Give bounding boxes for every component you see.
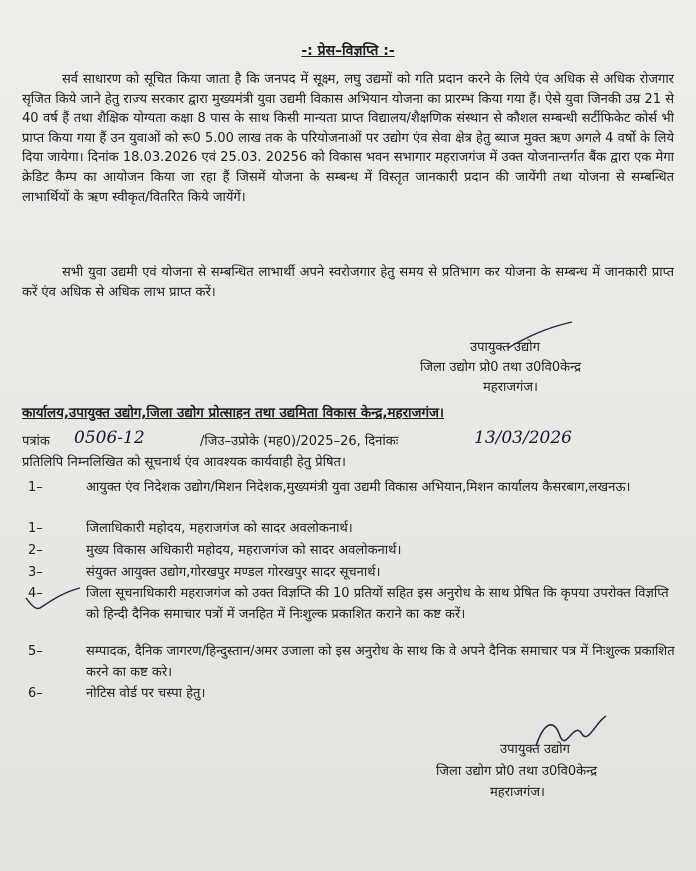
notice-paragraph-1: सर्व साधारण को सूचित किया जाता है कि जनपद में सूक्ष्म, लघु उद्यमों को गति प्रदान करने के लिये एंव अधिक से अधिक रोजगार सृजित किये जाने हेतु राज्य सरकार द्वारा मुख्यमंत्री युवा उद्यमी विकास अभियान योजना का प्रारम्भ किया गया हैं। ऐसे युवा जिनकी उम्र 21 से 40 वर्ष हैं तथा शैक्षिक योग्यता कक्षा 8 पास के साथ किसी मान्यता प्राप्त विद्यालय/शैक्षणिक संस्थान से कौशल सम्बन्धी सर्टीफिकेट कोर्स भी प्राप्त किया गया हैं उन युवाओं को रू0 5.00 लाख तक के परियोजनाओं पर उद्योग एंव सेवा क्षेत्र हेतु ब्याज मुक्त ऋण अगले 4 वर्षो के लिये दिया जायेगा। दिनांक 18.03.2026 एवं 25.03. 20256 को विकास भवन सभागार महराजगंज में उक्त योजनान्तर्गत बैंक द्वारा एक मेगा क्रेडिट कैम्प का आयोजन किया जा रहा हैं जिसमें योजना के सम्बन्ध में विस्तृत जानकारी प्रदान की जायेंगी तथा योजना से सम्बन्धित लाभार्थियों के ऋण स्वीकृत/वितरित किये जायेंगें। (22, 72, 674, 205)
recipient-item: जिलाधिकारी महोदय, महराजगंज को सादर अवलोकनार्थ। (86, 521, 353, 536)
recipient-item: आयुक्त एंव निदेशक उद्योग/मिशन निदेशक,मुख्यमंत्री युवा उद्यमी विकास अभियान,मिशन कार्यालय कैसरबाग,लखनऊ। (86, 480, 631, 495)
recipient-number: 3– (28, 565, 43, 580)
copy-forward-line: प्रतिलिपि निम्नलिखित को सूचनार्थ एंव आवश्यक कार्यवाही हेतु प्रेषित। (22, 455, 346, 470)
date-handwritten: 13/03/2026 (474, 428, 572, 448)
press-release-title: -: प्रेस–विज्ञप्ति :- (301, 43, 395, 59)
patrank-label: पत्रांक (22, 434, 50, 449)
notice-paragraph-2: सभी युवा उद्यमी एवं योजना से सम्बन्धित लाभार्थी अपने स्वरोजगार हेतु समय से प्रतिभाग कर योजना के सम्बन्ध में जानकारी प्राप्त करें एंव अधिक से अधिक लाभ प्राप्त करें। (22, 265, 674, 300)
recipient-number: 6– (28, 686, 43, 701)
recipient-item: सम्पादक, दैनिक जागरण/हिन्दुस्तान/अमर उजाला को इस अनुरोध के साथ कि वे अपने दैनिक समाचार पत्र में निःशुल्क प्रकाशित करने का कष्ट करे। (86, 644, 675, 680)
signatory-office: जिला उद्योग प्रो0 तथा उ0वि0केन्द्र (420, 360, 582, 375)
recipient-number: 1– (28, 521, 43, 536)
signatory-designation: उपायुक्त उद्योग (470, 340, 540, 355)
recipient-number: 1– (28, 480, 43, 495)
recipient-item: मुख्य विकास अधिकारी महोदय, महराजगंज को सादर अवलोकनार्थ। (86, 543, 402, 558)
patrank-reference: /जिउ–उप्रोके (मह0)/2025–26, दिनांकः (200, 434, 399, 449)
recipient-number: 5– (28, 644, 43, 659)
signatory-place: महराजगंज। (490, 785, 545, 800)
recipient-item: नोटिस वोर्ड पर चस्पा हेतु। (86, 686, 206, 701)
recipient-item: संयुक्त आयुक्त उद्योग,गोरखपुर मण्डल गोरखपुर सादर सूचनार्थ। (86, 565, 381, 580)
recipient-number: 2– (28, 543, 43, 558)
recipient-item: जिला सूचनाधिकारी महराजगंज को उक्त विज्ञप्ति की 10 प्रतियों सहित इस अनुरोध के साथ प्रेषित कि कृपया उपरोक्त विज्ञप्ति को हिन्दी दैनिक समाचार पत्रों में जनहित में निःशुल्क प्रकाशित कराने का कष्ट करें। (86, 586, 669, 622)
signatory-place: महराजगंज। (483, 380, 538, 395)
office-heading: कार्यालय,उपायुक्त उद्योग,जिला उद्योग प्रोत्साहन तथा उद्यमिता विकास केन्द्र,महराजगंज। (22, 406, 445, 421)
recipient-number: 4– (28, 586, 43, 601)
signatory-office: जिला उद्योग प्रो0 तथा उ0वि0केन्द्र (436, 764, 598, 779)
signatory-designation: उपायुक्त उद्योग (500, 742, 570, 757)
patrank-handwritten: 0506-12 (74, 428, 145, 448)
